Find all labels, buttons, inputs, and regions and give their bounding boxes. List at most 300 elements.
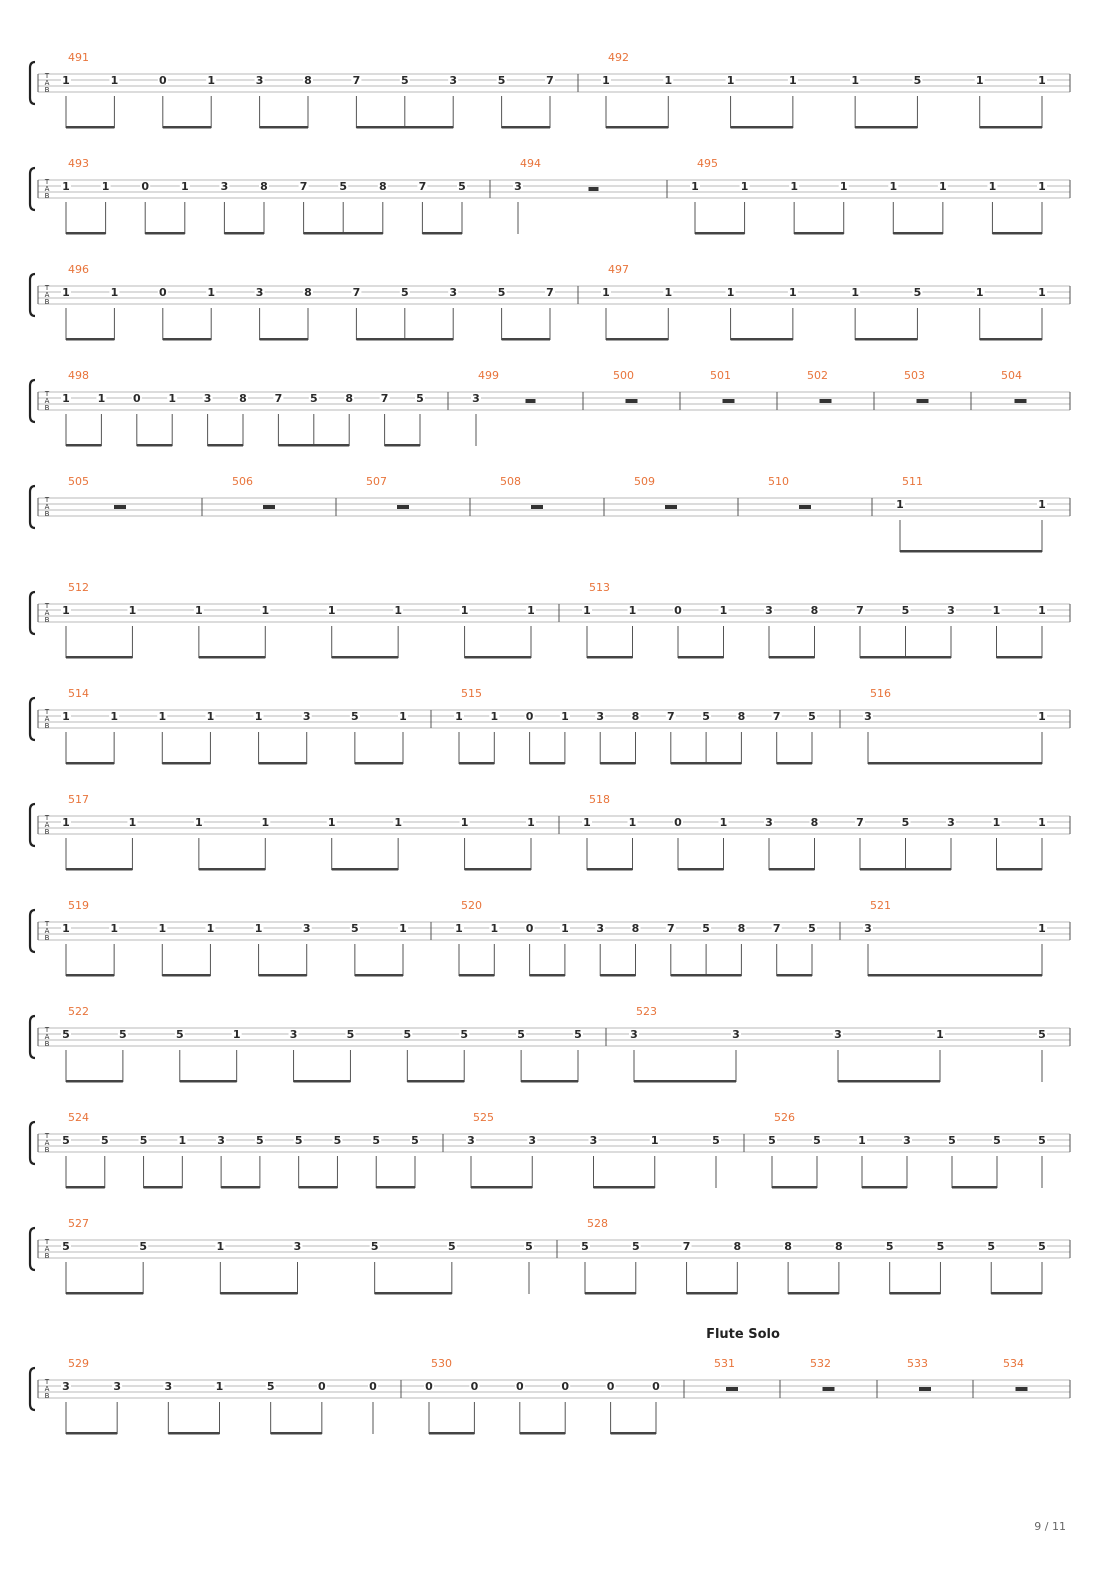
fret-number: 5 xyxy=(901,604,910,617)
fret-number: 1 xyxy=(527,604,535,617)
fret-number: 7 xyxy=(352,286,361,299)
whole-rest xyxy=(114,505,126,509)
fret-number: 8 xyxy=(835,1240,843,1253)
note-beam xyxy=(890,1292,941,1295)
fret-number: 3 xyxy=(220,180,229,193)
measure-number: 534 xyxy=(1003,1357,1024,1370)
note-beam xyxy=(162,974,210,977)
fret-number: 1 xyxy=(178,1134,187,1147)
tab-clef-letter: B xyxy=(44,1146,50,1154)
tab-clef-letter: B xyxy=(44,828,50,836)
note-beam xyxy=(259,762,307,765)
measure-number: 528 xyxy=(587,1217,608,1230)
system-bracket xyxy=(30,804,35,846)
note-beam xyxy=(66,762,114,765)
note-beam xyxy=(893,232,943,235)
note-beam xyxy=(465,656,531,659)
fret-number: 1 xyxy=(939,180,947,193)
whole-rest xyxy=(917,399,929,403)
fret-number: 5 xyxy=(574,1028,582,1041)
tab-clef-letter: T xyxy=(44,496,50,504)
fret-number: 5 xyxy=(913,74,922,87)
note-beam xyxy=(530,974,565,977)
tab-clef-letter: T xyxy=(44,814,50,822)
tab-clef-letter: B xyxy=(44,1040,50,1048)
note-beam xyxy=(407,1080,464,1083)
note-beam xyxy=(855,126,917,129)
system-bracket xyxy=(30,1016,35,1058)
fret-number: 0 xyxy=(525,710,534,723)
note-beam xyxy=(731,126,793,129)
note-beam xyxy=(137,444,172,447)
fret-number: 8 xyxy=(784,1240,792,1253)
fret-number: 1 xyxy=(561,922,569,935)
tab-clef-letter: B xyxy=(44,934,50,942)
fret-number: 1 xyxy=(1038,180,1046,193)
measure-number: 532 xyxy=(810,1357,831,1370)
whole-rest xyxy=(823,1387,835,1391)
fret-number: 5 xyxy=(517,1028,525,1041)
note-beam xyxy=(587,656,633,659)
fret-number: 0 xyxy=(158,74,167,87)
note-beam xyxy=(606,126,668,129)
note-beam xyxy=(221,1186,260,1189)
fret-number: 1 xyxy=(158,922,167,935)
fret-number: 1 xyxy=(889,180,898,193)
fret-number: 1 xyxy=(168,392,177,405)
note-beam xyxy=(731,338,793,341)
note-beam xyxy=(634,1080,736,1083)
tab-clef-letter: T xyxy=(44,284,50,292)
fret-number: 5 xyxy=(411,1134,419,1147)
fret-number: 8 xyxy=(733,1240,742,1253)
fret-number: 1 xyxy=(896,498,904,511)
fret-number: 8 xyxy=(737,710,746,723)
fret-number: 3 xyxy=(630,1028,638,1041)
fret-number: 1 xyxy=(1038,74,1046,87)
fret-number: 1 xyxy=(851,286,859,299)
note-beam xyxy=(375,1292,452,1295)
fret-number: 0 xyxy=(525,922,534,935)
fret-number: 1 xyxy=(583,816,591,829)
fret-number: 3 xyxy=(113,1380,121,1393)
fret-number: 1 xyxy=(261,816,270,829)
fret-number: 1 xyxy=(195,816,203,829)
fret-number: 7 xyxy=(546,286,554,299)
note-beam xyxy=(794,232,844,235)
note-beam xyxy=(66,444,101,447)
fret-number: 5 xyxy=(256,1134,264,1147)
note-beam xyxy=(868,974,1042,977)
fret-number: 1 xyxy=(101,180,110,193)
fret-number: 1 xyxy=(851,74,859,87)
fret-number: 1 xyxy=(394,816,402,829)
tab-clef-letter: A xyxy=(44,79,50,87)
tab-clef-letter: A xyxy=(44,1385,50,1393)
fret-number: 1 xyxy=(1038,816,1046,829)
note-beam xyxy=(600,762,635,765)
fret-number: 5 xyxy=(948,1134,956,1147)
note-beam xyxy=(66,1292,143,1295)
fret-number: 1 xyxy=(180,180,189,193)
measure-number: 491 xyxy=(68,51,89,64)
note-beam xyxy=(162,762,210,765)
whole-rest xyxy=(531,505,543,509)
tab-clef-letter: B xyxy=(44,722,50,730)
fret-number: 3 xyxy=(62,1380,70,1393)
note-beam xyxy=(199,868,265,871)
fret-number: 0 xyxy=(674,816,682,829)
fret-number: 5 xyxy=(885,1240,894,1253)
fret-number: 1 xyxy=(62,604,70,617)
fret-number: 3 xyxy=(528,1134,537,1147)
fret-number: 7 xyxy=(299,180,308,193)
note-beam xyxy=(471,1186,532,1189)
whole-rest xyxy=(397,505,409,509)
fret-number: 1 xyxy=(327,816,336,829)
fret-number: 1 xyxy=(1038,498,1046,511)
tab-clef-letter: A xyxy=(44,503,50,511)
tab-clef-letter: T xyxy=(44,72,50,80)
fret-number: 1 xyxy=(232,1028,241,1041)
fret-number: 5 xyxy=(993,1134,1001,1147)
whole-rest xyxy=(626,399,638,403)
fret-number: 7 xyxy=(856,604,864,617)
fret-number: 1 xyxy=(789,286,797,299)
fret-number: 1 xyxy=(195,604,203,617)
fret-number: 1 xyxy=(839,180,848,193)
fret-number: 0 xyxy=(369,1380,377,1393)
fret-number: 1 xyxy=(975,74,984,87)
fret-number: 3 xyxy=(514,180,522,193)
measure-number: 533 xyxy=(907,1357,928,1370)
tab-clef-letter: A xyxy=(44,397,50,405)
measure-number: 531 xyxy=(714,1357,735,1370)
fret-number: 0 xyxy=(425,1380,433,1393)
page-number: 9 / 11 xyxy=(1034,1520,1066,1533)
fret-number: 1 xyxy=(726,74,735,87)
note-beam xyxy=(777,762,812,765)
fret-number: 5 xyxy=(581,1240,589,1253)
fret-number: 5 xyxy=(346,1028,355,1041)
system-bracket xyxy=(30,274,35,316)
fret-number: 5 xyxy=(294,1134,303,1147)
note-beam xyxy=(66,656,132,659)
fret-number: 3 xyxy=(467,1134,475,1147)
note-beam xyxy=(980,338,1042,341)
fret-number: 1 xyxy=(1038,604,1046,617)
fret-number: 8 xyxy=(239,392,247,405)
note-beam xyxy=(163,126,211,129)
fret-number: 5 xyxy=(768,1134,776,1147)
note-beam xyxy=(199,656,265,659)
fret-number: 7 xyxy=(380,392,389,405)
fret-number: 1 xyxy=(254,710,263,723)
measure-number: 515 xyxy=(461,687,482,700)
tab-clef-letter: T xyxy=(44,1378,50,1386)
measure-number: 498 xyxy=(68,369,89,382)
fret-number: 3 xyxy=(289,1028,298,1041)
note-beam xyxy=(145,232,185,235)
fret-number: 7 xyxy=(682,1240,691,1253)
fret-number: 1 xyxy=(327,604,336,617)
measure-number: 521 xyxy=(870,899,891,912)
note-beam xyxy=(855,338,917,341)
fret-number: 5 xyxy=(370,1240,379,1253)
measure-number: 509 xyxy=(634,475,655,488)
whole-rest xyxy=(1016,1387,1028,1391)
fret-number: 1 xyxy=(726,286,735,299)
tab-clef-letter: B xyxy=(44,1392,50,1400)
tab-clef-letter: B xyxy=(44,404,50,412)
fret-number: 1 xyxy=(62,816,70,829)
note-beam xyxy=(585,1292,636,1295)
fret-number: 0 xyxy=(132,392,141,405)
fret-number: 5 xyxy=(62,1240,70,1253)
fret-number: 5 xyxy=(400,74,409,87)
whole-rest xyxy=(919,1387,931,1391)
tab-clef-letter: A xyxy=(44,1033,50,1041)
measure-number: 500 xyxy=(613,369,634,382)
note-beam xyxy=(66,868,132,871)
note-beam xyxy=(66,974,114,977)
measure-number: 519 xyxy=(68,899,89,912)
fret-number: 1 xyxy=(628,604,637,617)
whole-rest xyxy=(726,1387,738,1391)
fret-number: 5 xyxy=(403,1028,412,1041)
note-beam xyxy=(299,1186,338,1189)
fret-number: 1 xyxy=(62,922,70,935)
note-beam xyxy=(208,444,243,447)
note-beam xyxy=(66,338,114,341)
fret-number: 1 xyxy=(110,286,119,299)
whole-rest xyxy=(799,505,811,509)
whole-rest xyxy=(665,505,677,509)
measure-number: 522 xyxy=(68,1005,89,1018)
note-beam xyxy=(294,1080,351,1083)
measure-number: 493 xyxy=(68,157,89,170)
half-rest xyxy=(589,187,599,191)
fret-number: 3 xyxy=(589,1134,598,1147)
fret-number: 3 xyxy=(293,1240,302,1253)
measure-number: 527 xyxy=(68,1217,89,1230)
fret-number: 5 xyxy=(497,74,506,87)
note-beam xyxy=(260,126,308,129)
note-beam xyxy=(304,232,383,235)
measure-number: 505 xyxy=(68,475,89,488)
measure-number: 517 xyxy=(68,793,89,806)
fret-number: 5 xyxy=(309,392,318,405)
fret-number: 1 xyxy=(789,74,797,87)
tab-clef-letter: A xyxy=(44,1139,50,1147)
fret-number: 1 xyxy=(936,1028,944,1041)
fret-number: 0 xyxy=(158,286,167,299)
note-beam xyxy=(678,656,724,659)
note-beam xyxy=(521,1080,578,1083)
tab-clef-letter: T xyxy=(44,1238,50,1246)
tab-clef-letter: A xyxy=(44,715,50,723)
fret-number: 5 xyxy=(1038,1134,1046,1147)
fret-number: 3 xyxy=(732,1028,740,1041)
half-rest xyxy=(526,399,536,403)
note-beam xyxy=(862,1186,907,1189)
fret-number: 0 xyxy=(141,180,150,193)
fret-number: 3 xyxy=(864,922,872,935)
note-beam xyxy=(594,1186,655,1189)
fret-number: 5 xyxy=(372,1134,381,1147)
fret-number: 5 xyxy=(1038,1240,1046,1253)
system-bracket xyxy=(30,1122,35,1164)
note-beam xyxy=(671,974,742,977)
fret-number: 7 xyxy=(772,922,781,935)
fret-number: 1 xyxy=(399,710,407,723)
note-beam xyxy=(422,232,462,235)
measure-number: 507 xyxy=(366,475,387,488)
note-beam xyxy=(66,1186,105,1189)
fret-number: 1 xyxy=(628,816,637,829)
system-bracket xyxy=(30,592,35,634)
fret-number: 3 xyxy=(596,922,605,935)
tab-clef-letter: B xyxy=(44,616,50,624)
fret-number: 5 xyxy=(901,816,910,829)
fret-number: 1 xyxy=(128,816,137,829)
note-beam xyxy=(168,1432,219,1435)
fret-number: 5 xyxy=(497,286,506,299)
fret-number: 5 xyxy=(139,1134,148,1147)
note-beam xyxy=(678,868,724,871)
tab-clef-letter: B xyxy=(44,86,50,94)
fret-number: 7 xyxy=(546,74,554,87)
note-beam xyxy=(260,338,308,341)
fret-number: 7 xyxy=(666,710,675,723)
fret-number: 5 xyxy=(416,392,424,405)
fret-number: 1 xyxy=(664,286,673,299)
fret-number: 1 xyxy=(206,710,215,723)
measure-number: 495 xyxy=(697,157,718,170)
fret-number: 1 xyxy=(527,816,535,829)
note-beam xyxy=(900,550,1042,553)
fret-number: 3 xyxy=(203,392,212,405)
fret-number: 3 xyxy=(765,816,773,829)
section-label: Flute Solo xyxy=(706,1327,780,1342)
fret-number: 1 xyxy=(988,180,997,193)
note-beam xyxy=(777,974,812,977)
fret-number: 1 xyxy=(261,604,270,617)
fret-number: 1 xyxy=(207,74,216,87)
note-beam xyxy=(66,232,106,235)
fret-number: 5 xyxy=(100,1134,109,1147)
note-beam xyxy=(271,1432,322,1435)
measure-number: 514 xyxy=(68,687,89,700)
fret-number: 5 xyxy=(139,1240,147,1253)
note-beam xyxy=(332,868,398,871)
tab-clef-letter: A xyxy=(44,927,50,935)
note-beam xyxy=(991,1292,1042,1295)
note-beam xyxy=(180,1080,237,1083)
system-bracket xyxy=(30,168,35,210)
tab-clef-letter: A xyxy=(44,185,50,193)
tab-clef-letter: T xyxy=(44,178,50,186)
measure-number: 525 xyxy=(473,1111,494,1124)
note-beam xyxy=(502,338,550,341)
note-beam xyxy=(606,338,668,341)
fret-number: 8 xyxy=(810,816,819,829)
fret-number: 1 xyxy=(691,180,699,193)
note-beam xyxy=(860,656,951,659)
fret-number: 1 xyxy=(490,922,499,935)
note-beam xyxy=(220,1292,297,1295)
fret-number: 5 xyxy=(525,1240,533,1253)
tab-clef-letter: A xyxy=(44,609,50,617)
fret-number: 1 xyxy=(62,180,70,193)
note-beam xyxy=(695,232,745,235)
measure-number: 503 xyxy=(904,369,925,382)
measure-number: 520 xyxy=(461,899,482,912)
fret-number: 1 xyxy=(128,604,137,617)
measure-number: 494 xyxy=(520,157,541,170)
note-beam xyxy=(997,656,1043,659)
system-bracket xyxy=(30,62,35,104)
note-beam xyxy=(144,1186,183,1189)
system-bracket xyxy=(30,380,35,422)
note-beam xyxy=(502,126,550,129)
note-beam xyxy=(385,444,420,447)
fret-number: 1 xyxy=(561,710,569,723)
fret-number: 5 xyxy=(266,1380,275,1393)
system-bracket xyxy=(30,1368,35,1410)
fret-number: 3 xyxy=(302,710,311,723)
fret-number: 1 xyxy=(602,286,610,299)
fret-number: 8 xyxy=(378,180,387,193)
fret-number: 8 xyxy=(737,922,746,935)
fret-number: 3 xyxy=(217,1134,225,1147)
note-beam xyxy=(868,762,1042,765)
fret-number: 3 xyxy=(302,922,311,935)
fret-number: 1 xyxy=(1038,710,1046,723)
tab-clef-letter: T xyxy=(44,708,50,716)
tab-clef-letter: A xyxy=(44,291,50,299)
fret-number: 1 xyxy=(719,604,728,617)
note-beam xyxy=(332,656,398,659)
system-bracket xyxy=(30,910,35,952)
fret-number: 1 xyxy=(583,604,591,617)
fret-number: 1 xyxy=(206,922,215,935)
fret-number: 7 xyxy=(418,180,427,193)
fret-number: 5 xyxy=(1038,1028,1046,1041)
fret-number: 5 xyxy=(813,1134,821,1147)
measure-number: 501 xyxy=(710,369,731,382)
fret-number: 8 xyxy=(631,710,640,723)
measure-number: 510 xyxy=(768,475,789,488)
note-beam xyxy=(952,1186,997,1189)
note-beam xyxy=(465,868,531,871)
fret-number: 3 xyxy=(596,710,605,723)
note-beam xyxy=(788,1292,839,1295)
note-beam xyxy=(224,232,264,235)
tab-clef-letter: T xyxy=(44,602,50,610)
fret-number: 5 xyxy=(460,1028,469,1041)
measure-number: 499 xyxy=(478,369,499,382)
fret-number: 5 xyxy=(987,1240,996,1253)
note-beam xyxy=(520,1432,565,1435)
fret-number: 5 xyxy=(339,180,348,193)
measure-number: 518 xyxy=(589,793,610,806)
fret-number: 5 xyxy=(119,1028,127,1041)
fret-number: 3 xyxy=(864,710,872,723)
whole-rest xyxy=(263,505,275,509)
note-beam xyxy=(992,232,1042,235)
note-beam xyxy=(278,444,349,447)
